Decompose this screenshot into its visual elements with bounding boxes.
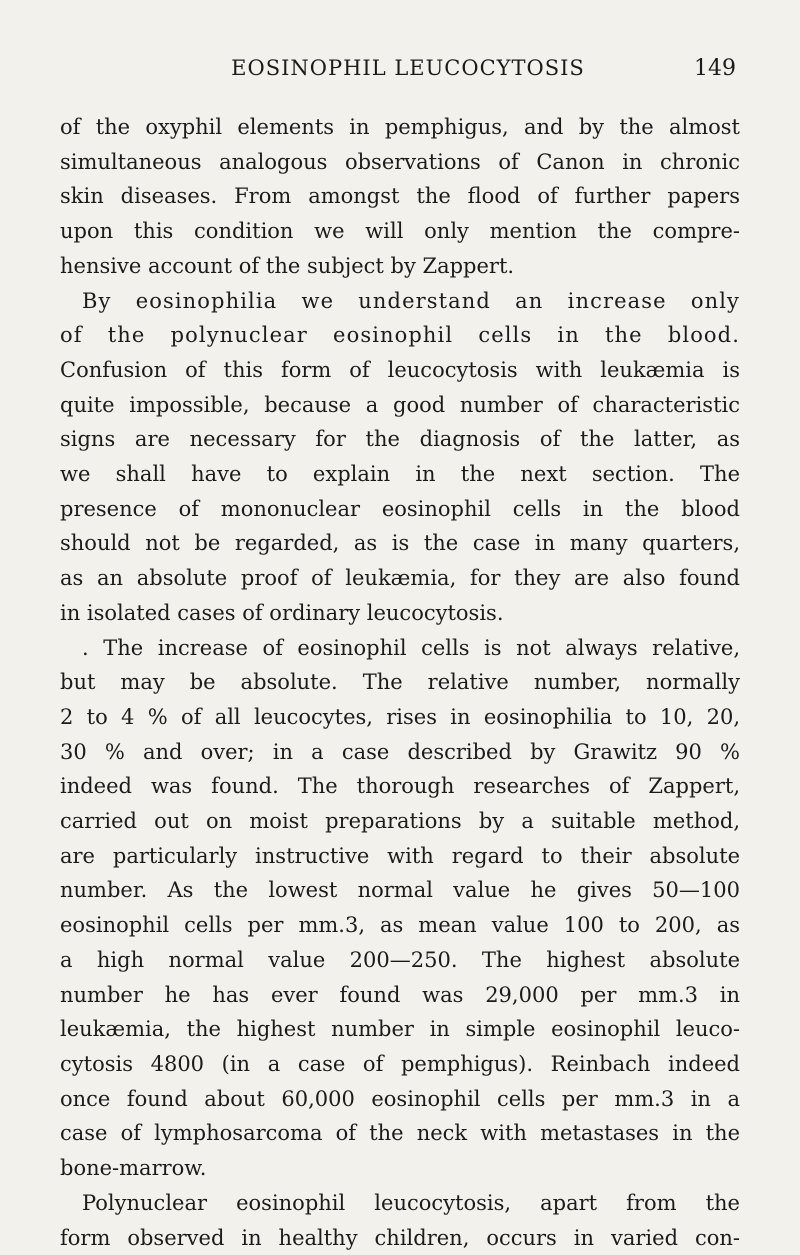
page-number: 149 xyxy=(694,56,736,81)
text-line: 30 % and over; in a case described by Grawitz 90 % xyxy=(60,735,740,770)
text-line: Confusion of this form of leucocytosis with leukæmia is xyxy=(60,353,740,388)
text-line: in isolated cases of ordinary leucocytosis. xyxy=(60,596,740,631)
text-line: form observed in healthy children, occurs in varied con- xyxy=(60,1221,740,1255)
text-line: of the polynuclear eosinophil cells in the blood. xyxy=(60,318,740,353)
text-line: of the oxyphil elements in pemphigus, and by the almost xyxy=(60,110,740,145)
page-header xyxy=(80,56,736,92)
text-line: eosinophil cells per mm.3, as mean value 100 to 200, as xyxy=(60,908,740,943)
text-line: but may be absolute. The relative number, normally xyxy=(60,665,740,700)
text-line: leukæmia, the highest number in simple eosinophil leuco- xyxy=(60,1012,740,1047)
text-line: bone-marrow. xyxy=(60,1151,740,1186)
text-line: hensive account of the subject by Zappert. xyxy=(60,249,740,284)
text-line: indeed was found. The thorough researches of Zappert, xyxy=(60,769,740,804)
text-line: quite impossible, because a good number of characteristic xyxy=(60,388,740,423)
text-line: presence of mononuclear eosinophil cells in the blood xyxy=(60,492,740,527)
text-line: number he has ever found was 29,000 per mm.3 in xyxy=(60,978,740,1013)
body-text xyxy=(60,110,740,1255)
text-line: . The increase of eosinophil cells is not always relative, xyxy=(60,631,740,666)
text-line: are particularly instructive with regard to their absolute xyxy=(60,839,740,874)
text-line: we shall have to explain in the next section. The xyxy=(60,457,740,492)
text-line: number. As the lowest normal value he gives 50—100 xyxy=(60,873,740,908)
text-line: should not be regarded, as is the case in many quarters, xyxy=(60,526,740,561)
running-head: EOSINOPHIL LEUCOCYTOSIS xyxy=(80,56,736,80)
text-line: cytosis 4800 (in a case of pemphigus). Reinbach indeed xyxy=(60,1047,740,1082)
text-line: upon this condition we will only mention the compre- xyxy=(60,214,740,249)
text-line: case of lymphosarcoma of the neck with metastases in the xyxy=(60,1116,740,1151)
text-line: skin diseases. From amongst the flood of further papers xyxy=(60,179,740,214)
text-line: simultaneous analogous observations of Canon in chronic xyxy=(60,145,740,180)
text-line: carried out on moist preparations by a suitable method, xyxy=(60,804,740,839)
text-line: as an absolute proof of leukæmia, for they are also found xyxy=(60,561,740,596)
text-line: Polynuclear eosinophil leucocytosis, apart from the xyxy=(60,1186,740,1221)
text-line: By eosinophilia we understand an increase only xyxy=(60,284,740,319)
text-line: a high normal value 200—250. The highest absolute xyxy=(60,943,740,978)
text-line: once found about 60,000 eosinophil cells per mm.3 in a xyxy=(60,1082,740,1117)
text-line: signs are necessary for the diagnosis of the latter, as xyxy=(60,422,740,457)
text-line: 2 to 4 % of all leucocytes, rises in eosinophilia to 10, 20, xyxy=(60,700,740,735)
